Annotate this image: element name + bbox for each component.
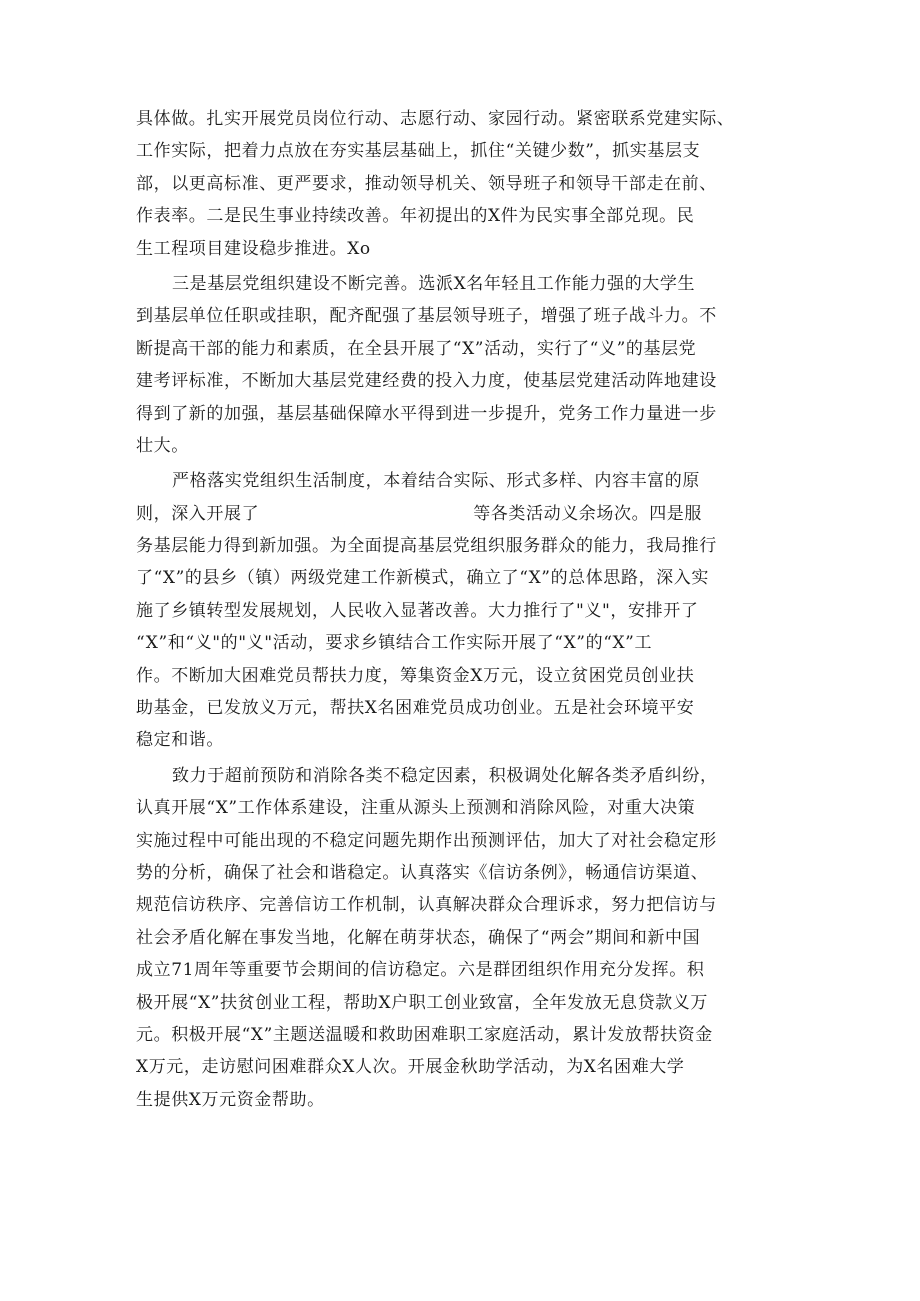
- text-line: 稳定和谐。: [136, 730, 224, 751]
- text-line: 施了乡镇转型发展规划，人民收入显著改善。大力推行了"义"，安排开了: [136, 600, 699, 621]
- text-line: 势的分析，确保了社会和谐稳定。认真落实《信访条例》，畅通信访渠道、: [136, 862, 709, 883]
- text-line: 作表率。二是民生事业持续改善。年初提出的X件为民实事全部兑现。民: [136, 206, 695, 227]
- text-line: 社会矛盾化解在事发当地，化解在萌芽状态，确保了“两会”期间和新中国: [136, 927, 701, 948]
- text-line: 了“X”的县乡（镇）两级党建工作新模式，确立了“X”的总体思路，深入实: [136, 568, 709, 589]
- text-line: 元。积极开展“X”主题送温暖和救助困难职工家庭活动，累计发放帮扶资金: [136, 1024, 713, 1045]
- text-line: 作。不断加大困难党员帮扶力度，筹集资金X万元，设立贫困党员创业扶: [136, 665, 695, 686]
- paragraph: [136, 760, 796, 1116]
- text-line: 到基层单位任职或挂职，配齐配强了基层领导班子，增强了班子战斗力。不: [136, 306, 717, 327]
- text-line: 壮大。: [136, 435, 189, 456]
- paragraph: [136, 268, 796, 462]
- text-line: 认真开展“X”工作体系建设，注重从源头上预测和消除风险，对重大决策: [136, 798, 696, 819]
- text-line: 部，以更高标准、更严要求，推动领导机关、领导班子和领导干部走在前、: [136, 173, 717, 194]
- text-line: 得到了新的加强，基层基础保障水平得到进一步提升，党务工作力量进一步: [136, 403, 717, 424]
- text-line: 规范信访秩序、完善信访工作机制，认真解决群众合理诉求，努力把信访与: [136, 895, 717, 916]
- paragraph: [136, 103, 796, 265]
- text-line: 助基金，已发放义万元，帮扶X名困难党员成功创业。五是社会环境平安: [136, 698, 695, 719]
- text-line: 严格落实党组织生活制度，本着结合实际、形式多样、内容丰富的原: [172, 471, 700, 492]
- text-line: 具体做。扎实开展党员岗位行动、志愿行动、家园行动。紧密联系党建实际、: [136, 109, 735, 129]
- text-line: 断提高干部的能力和素质，在全县开展了“X”活动，实行了“义”的基层党: [136, 338, 697, 359]
- text-line: 生提供X万元资金帮助。: [136, 1089, 325, 1110]
- text-after-gap: 等各类活动义余场次。四是服: [473, 503, 703, 524]
- text-line: 致力于超前预防和消除各类不稳定因素，积极调处化解各类矛盾纠纷，: [172, 765, 718, 786]
- text-line: 成立71周年等重要节会期间的信访稳定。六是群团组织作用充分发挥。积: [136, 960, 705, 981]
- text-line: 务基层能力得到新加强。为全面提高基层党组织服务群众的能力，我局推行: [136, 536, 717, 557]
- text-line: 工作实际，把着力点放在夯实基层基础上，抓住“关键少数”，抓实基层支: [136, 141, 701, 162]
- text-line: “X”和“义"的"义"活动，要求乡镇结合工作实际开展了“X”的“X”工: [136, 633, 653, 654]
- text-line: 生工程项目建设稳步推进。Xo: [136, 238, 371, 259]
- text-before-gap: 则，深入开展了: [136, 503, 260, 524]
- text-line-with-gap: [136, 498, 796, 530]
- text-line: 建考评标准，不断加大基层党建经费的投入力度，使基层党建活动阵地建设: [136, 371, 717, 392]
- document-body: [136, 103, 796, 1116]
- text-line: X万元，走访慰问困难群众X人次。开展金秋助学活动，为X名困难大学: [136, 1057, 685, 1078]
- text-line: 极开展“X”扶贫创业工程，帮助X户职工创业致富，全年发放无息贷款义万: [136, 992, 708, 1013]
- paragraph: [136, 465, 796, 757]
- text-line: 三是基层党组织建设不断完善。选派X名年轻且工作能力强的大学生: [172, 273, 696, 294]
- text-line: 实施过程中可能出现的不稳定问题先期作出预测评估，加大了对社会稳定形: [136, 830, 717, 851]
